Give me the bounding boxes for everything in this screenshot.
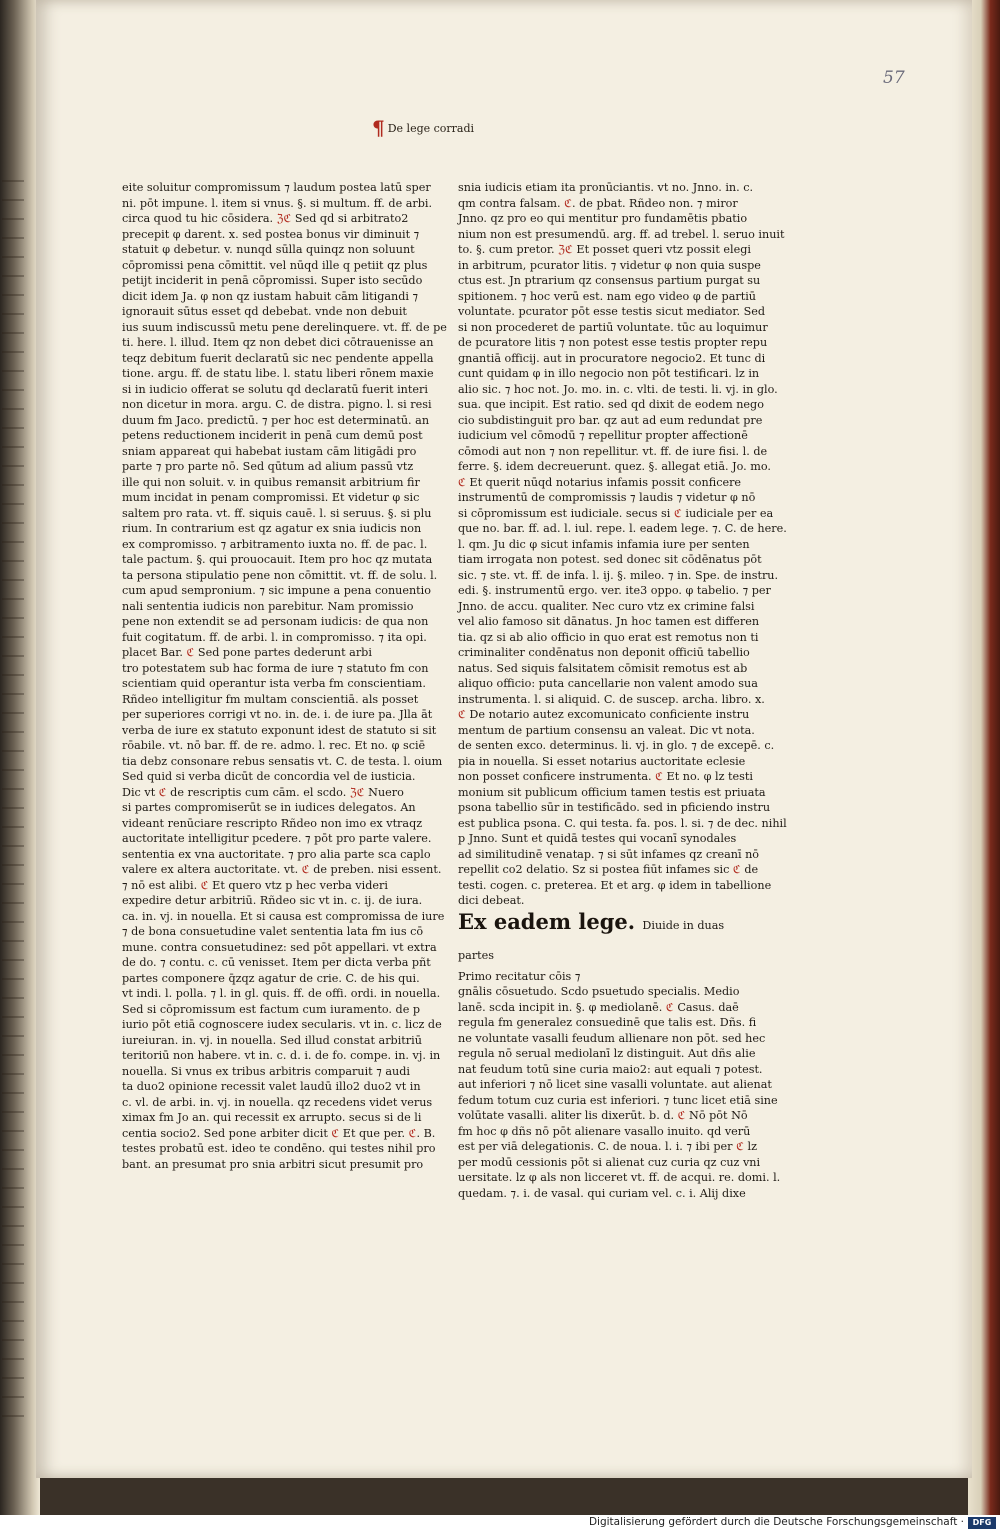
text-line: tiam irrogata non potest. sed donec sit cōdēnatus pōt (458, 553, 762, 566)
text-line: ctus est. Jn ptrarium qz consensus partium purgat su (458, 274, 761, 287)
text-line: tia debz consonare rebus sensatis vt. C. de testa. l. oium (122, 754, 443, 768)
text-line: criminaliter condēnatus non deponit officiū tabellio (458, 646, 750, 659)
text-line: psona tabellio sūr in testificādo. sed in pficiendo instru (458, 801, 771, 814)
text-line: auctoritate intelligitur pcedere. ⁊ pōt pro parte valere. (122, 832, 432, 845)
text-line: per modū cessionis pōt si alienat cuz curia qz cuz vni (458, 1155, 761, 1169)
text-line: ferre. §. idem decreuerunt. quez. §. allegat etiā. Jo. mo. (458, 460, 771, 473)
text-line: ille qui non soluit. v. in quibus remansit arbitrium fir (122, 475, 420, 489)
text-line: iureiuran. in. vj. in nouella. Sed illud constat arbitriū (122, 1033, 422, 1047)
text-line: nat feudum totū sine curia maio2: aut equali ⁊ potest. (458, 1062, 763, 1076)
text-line: ⁊ de bona consuetudine valet sententia lata fm ius cō (122, 925, 424, 938)
text-line: centia socio2. Sed pone arbiter dicit ℭ Et que per. ℭ (122, 1126, 417, 1140)
funding-credit-text: Digitalisierung gefördert durch die Deutsche Forschungsgemeinschaft · (588, 1516, 964, 1528)
text-line: regula fm generalez consuedinē que talis est. Dñs. fi (458, 1016, 757, 1029)
text-line: teqz debitum fuerit declaratū sic nec pendente appella (122, 351, 434, 365)
text-line: ne voluntate vasalli feudum allienare non pōt. sed hec (458, 1031, 766, 1045)
text-line: si cōpromissum est iudiciale. secus si ℭ iudiciale per ea (458, 506, 774, 520)
text-line: nouella. Si vnus ex tribus arbitris comparuit ⁊ audi (122, 1064, 410, 1078)
text-line: instrumenta. l. si aliquid. C. de suscep. archa. libro. x. (458, 692, 765, 706)
text-line: placet Bar. ℭ Sed pone partes dederunt arbi (122, 646, 372, 659)
text-line: gnālis cōsuetudo. Scdo psuetudo specialis. Medio (458, 985, 740, 998)
text-line: fedum totum cuz curia est inferiori. ⁊ tunc licet etiā sine (458, 1093, 778, 1107)
text-line: lanē. scda incipit in. §. φ mediolanē. ℭ Casus. daē (458, 1000, 739, 1014)
text-line: Jnno. qz pro eo qui mentitur pro fundamētis pbatio (458, 212, 748, 225)
text-line: l. qm. Ju dic φ sicut infamis infamia iure per senten (458, 537, 750, 551)
text-line: tro potestatem sub hac forma de iure ⁊ statuto fm con (122, 661, 429, 675)
text-line: eite soluitur compromissum ⁊ laudum postea latū sper (122, 181, 431, 194)
text-line: ⁊ nō est alibi. ℭ Et quero vtz p hec verba videri (122, 878, 388, 892)
text-line: sniam appareat qui habebat iustam cām litigādi pro (122, 444, 417, 458)
text-line: uersitate. lz φ als non licceret vt. ff. de acqui. re. domi. l. (458, 1171, 781, 1184)
text-line: nali sententia iudicis non parebitur. Nam promissio (122, 599, 414, 613)
text-line: dicit idem Ja. φ non qz iustam habuit cām litigandi ⁊ (122, 289, 419, 303)
text-line: statuit φ debetur. v. nunqd sūlla quinqz non soluunt (122, 243, 415, 256)
text-line: vel alio famoso sit dānatus. Jn hoc tamen est differen (458, 615, 760, 628)
text-line: de do. ⁊ contu. c. cū venisset. Item per dicta verba pñt (122, 956, 431, 969)
text-line: per superiores corrigi vt no. in. de. i. de iure pa. Jlla āt (122, 708, 433, 721)
text-line: tione. argu. ff. de statu libe. l. statu liberi rōnem maxie (122, 367, 434, 380)
text-line: videant renūciare rescripto Rñdeo non imo ex vtraqz (122, 816, 423, 830)
text-line: rium. In contrarium est qz agatur ex snia iudicis non (122, 522, 422, 535)
text-line: non dicetur in mora. argu. C. de distra. pigno. l. si resi (122, 398, 432, 411)
text-line: non posset conficere instrumenta. ℭ Et no. φ lz testi (458, 770, 753, 783)
text-line: sua. que incipit. Est ratio. sed qd dixit de eodem nego (458, 398, 764, 411)
text-line: voluntate. pcurator pōt esse testis sicut mediator. Sed (458, 305, 766, 318)
text-line: si in iudicio offerat se solutu qd declaratū fuerit interi (122, 382, 428, 396)
text-line: Primo recitatur cōis ⁊ (458, 969, 581, 983)
text-line: Sed si cōpromissum est factum cum iuramento. de p (122, 1002, 421, 1016)
text-line: Jnno. de accu. qualiter. Nec curo vtz ex crimine falsi (458, 599, 755, 613)
section-heading-title: Ex eadem lege. (458, 908, 636, 934)
text-line: rōabile. vt. nō bar. ff. de re. admo. l. rec. Et no. φ sciē (122, 739, 426, 752)
text-line: fm hoc φ dñs nō pōt alienare vasallo inuito. qd verū (458, 1124, 751, 1138)
text-line: testes probatū est. ideo te condēno. qui testes nihil pro (122, 1142, 436, 1155)
text-line: testi. cogen. c. preterea. Et et arg. φ idem in tabellione (458, 878, 772, 892)
text-line: ximax fm Jo an. qui recessit ex arrupto. secus si de li (122, 1111, 422, 1124)
book-gutter (0, 0, 40, 1515)
text-line: mune. contra consuetudinez: sed pōt appellari. vt extra (122, 940, 437, 954)
text-line: ignorauit sūtus esset qd debebat. vnde non debuit (122, 305, 407, 318)
text-line: aut inferiori ⁊ nō licet sine vasalli voluntate. aut alienat (458, 1078, 772, 1091)
text-line: Rñdeo intelligitur fm multam conscientiā. als posset (122, 692, 419, 706)
text-line: alio sic. ⁊ hoc not. Jo. mo. in. c. vlti. de testi. li. vj. in glo. (458, 382, 778, 396)
text-line: pia in nouella. Si esset notarius auctoritate eclesie (458, 754, 746, 768)
text-line: petijt inciderit in penā cōpromissi. Super isto secūdo (122, 274, 423, 287)
text-line: ti. here. l. illud. Item qz non debet dici cōtrauenisse an (122, 336, 434, 349)
text-line: ni. pōt impune. l. item si vnus. §. si multum. ff. de arbi. (122, 196, 433, 210)
text-line: regula nō serual mediolanī lz distinguit. Aut dñs alie (458, 1047, 756, 1060)
text-line: c. vl. de arbi. in. vj. in nouella. qz recedens videt verus (122, 1095, 433, 1109)
text-line: cum apud sempronium. ⁊ sic impune a pena conuentio (122, 584, 431, 597)
text-line: instrumentū de compromissis ⁊ laudis ⁊ videtur φ nō (458, 491, 756, 504)
text-line: tia. qz si ab alio officio in quo erat est remotus non ti (458, 630, 759, 644)
book-page-edges (968, 0, 1000, 1515)
right-text-column (458, 180, 787, 1201)
text-line: quedam. ⁊. i. de vasal. qui curiam vel. c. i. Alij dixe (458, 1186, 746, 1200)
left-text-column (122, 180, 447, 1172)
text-line: aliquo officio: puta cancellarie non valent amodo sua (458, 677, 758, 690)
text-line: ℭ De notario autez excomunicato conficiente instru (458, 708, 750, 721)
text-line: ex compromisso. ⁊ arbitramento iuxta no. ff. de pac. l. (122, 537, 428, 551)
text-line: est publica psona. C. qui testa. fa. pos. l. si. ⁊ de dec. nihil (458, 816, 787, 830)
text-line: volūtate vasalli. aliter lis dixerūt. b. d. ℭ Nō pōt Nō (458, 1109, 748, 1122)
text-line: saltem pro rata. vt. ff. siquis cauē. l. si seruus. §. si plu (122, 506, 432, 520)
text-line: qm contra falsam. ℭ. de pbat. Rñdeo non. ⁊ miror (458, 196, 738, 210)
text-line: Dic vt ℭ de rescriptis cum cām. el scdo. ℨℭ Nuero (122, 785, 404, 799)
text-line: teritoriū non habere. vt in. c. d. i. de fo. compe. in. vj. in (122, 1049, 441, 1062)
text-line: ad similitudinē venatap. ⁊ si sūt infames qz creanī nō (458, 847, 760, 861)
dfg-logo: DFG (968, 1517, 996, 1529)
text-line: vt indi. l. polla. ⁊ l. in gl. quis. ff. de offi. ordi. in nouella. (122, 987, 441, 1000)
text-line: iurio pōt etiā cognoscere iudex secularis. vt in. c. licz de (122, 1018, 442, 1031)
digitization-footer (0, 1515, 1000, 1532)
text-line: scientiam quid operantur ista verba fm conscientiam. (122, 677, 426, 690)
text-line: snia iudicis etiam ita pronūciantis. vt no. Jnno. in. c. (458, 181, 754, 194)
text-line: sic. ⁊ ste. vt. ff. de infa. l. ij. §. mileo. ⁊ in. Spe. de instru. (458, 568, 779, 582)
text-line: duum fm Jaco. predictū. ⁊ per hoc est determinatū. an (122, 413, 430, 427)
text-line: pene non extendit se ad personam iudicis: de qua non (122, 615, 429, 628)
text-line: iudicium vel cōmodū ⁊ repellitur propter affectionē (458, 429, 748, 442)
text-line: bant. an presumat pro snia arbitri sicut presumit pro (122, 1157, 424, 1171)
text-line: edi. §. instrumentū ergo. ver. ite3 oppo. φ tabelio. ⁊ per (458, 584, 771, 597)
text-line: ius suum indiscussū metu pene derelinquere. vt. ff. de pe (122, 320, 447, 334)
text-line: nium non est presumendū. arg. ff. ad trebel. l. seruo inuit (458, 227, 785, 241)
text-line: p Jnno. Sunt et quidā testes qui vocanī synodales (458, 832, 737, 845)
text-line: est per viā delegationis. C. de noua. l. i. ⁊ ibi per ℭ (458, 1140, 744, 1153)
text-line: sententia ex vna auctoritate. ⁊ pro alia parte sca caplo (122, 847, 431, 861)
text-line: parte ⁊ pro parte nō. Sed qūtum ad alium passū vtz (122, 460, 414, 473)
text-line: valere ex altera auctoritate. vt. ℭ de preben. nisi essent. (122, 863, 442, 876)
text-line: cōmodi aut non ⁊ non repellitur. vt. ff. de iure fisi. l. de (458, 444, 768, 458)
text-line: mum incidat in penam compromissi. Et videtur φ sic (122, 491, 420, 504)
text-line: cōpromissi pena cōmittit. vel nūqd ille q petiit qz plus (122, 258, 428, 272)
text-line: fuit cogitatum. ff. de arbi. l. in compromisso. ⁊ ita opi. (122, 630, 427, 644)
text-line: cio subdistinguit pro bar. qz aut ad eum redundat pre (458, 413, 763, 427)
text-line: petens reductionem inciderit in penā cum demū post (122, 429, 423, 442)
text-line: verba de iure ex statuto exponunt idest de statuto si sit (122, 723, 437, 737)
text-line: ta duo2 opinione recessit valet laudū illo2 duo2 vt in (122, 1080, 421, 1093)
text-line: gnantiā officij. aut in procuratore negocio2. Et tunc di (458, 351, 766, 365)
running-head (372, 116, 474, 140)
text-line: in arbitrum, pcurator litis. ⁊ videtur φ non quia suspe (458, 258, 761, 272)
text-line: circa quod tu hic cōsidera. ℨℭ Sed qd si arbitrato2 (122, 212, 409, 225)
paragraph-mark-icon: ¶ (372, 116, 385, 140)
text-line: de senten exco. determinus. li. vj. in glo. ⁊ de excepē. c. (458, 739, 775, 752)
text-line: tale pactum. §. qui prouocauit. Item pro hoc qz mutata (122, 553, 433, 566)
text-line: expedire detur arbitriū. Rñdeo sic vt in. c. ij. de iura. (122, 894, 423, 907)
text-line: dici debeat. (458, 894, 525, 907)
text-line: mentum de partium consensu an valeat. Dic vt nota. (458, 723, 755, 737)
text-line: repellit co2 delatio. Sz si postea fiūt infames sic ℭ (458, 863, 741, 876)
text-line: ℭ Et querit nūqd notarius infamis possit conficere (458, 475, 742, 489)
text-line: to. §. cum pretor. ℨℭ Et posset queri vtz possit elegi (458, 243, 751, 256)
text-line: de pcuratore litis ⁊ non potest esse testis propter repu (458, 336, 768, 349)
section-heading-continuation: Diuide in duas partes (458, 918, 725, 962)
text-line: spitionem. ⁊ hoc verū est. nam ego video φ de partiū (458, 289, 757, 303)
section-heading (458, 909, 730, 969)
folio-number: 57 (883, 68, 905, 88)
text-line: que no. bar. ff. ad. l. iul. repe. l. eadem lege. ⁊. C. de here. (458, 522, 787, 535)
text-line: monium sit publicum officium tamen testis est priuata (458, 785, 766, 799)
text-line: Sed quid si verba dicūt de concordia vel de iusticia. (122, 770, 416, 783)
text-line: ca. in. vj. in nouella. Et si causa est compromissa de iure (122, 909, 445, 923)
text-line: cunt quidam φ in illo negocio non pōt testificari. lz in (458, 367, 760, 380)
text-line: partes componere q̄zqz agatur de crie. C. de his qui. (122, 971, 420, 985)
text-line: precepit φ darent. x. sed postea bonus vir diminuit ⁊ (122, 227, 420, 241)
previous-leaf-text-edge (2, 180, 24, 1430)
text-line: si non procederet de partiū voluntate. tūc au loquimur (458, 320, 768, 334)
running-head-text: De lege corradi (387, 122, 475, 135)
text-line: si partes compromiserūt se in iudices delegatos. An (122, 801, 416, 814)
text-line: ta persona stipulatio pene non cōmittit. vt. ff. de solu. l. (122, 568, 438, 582)
text-line: natus. Sed siquis falsitatem cōmisit remotus est ab (458, 661, 748, 675)
